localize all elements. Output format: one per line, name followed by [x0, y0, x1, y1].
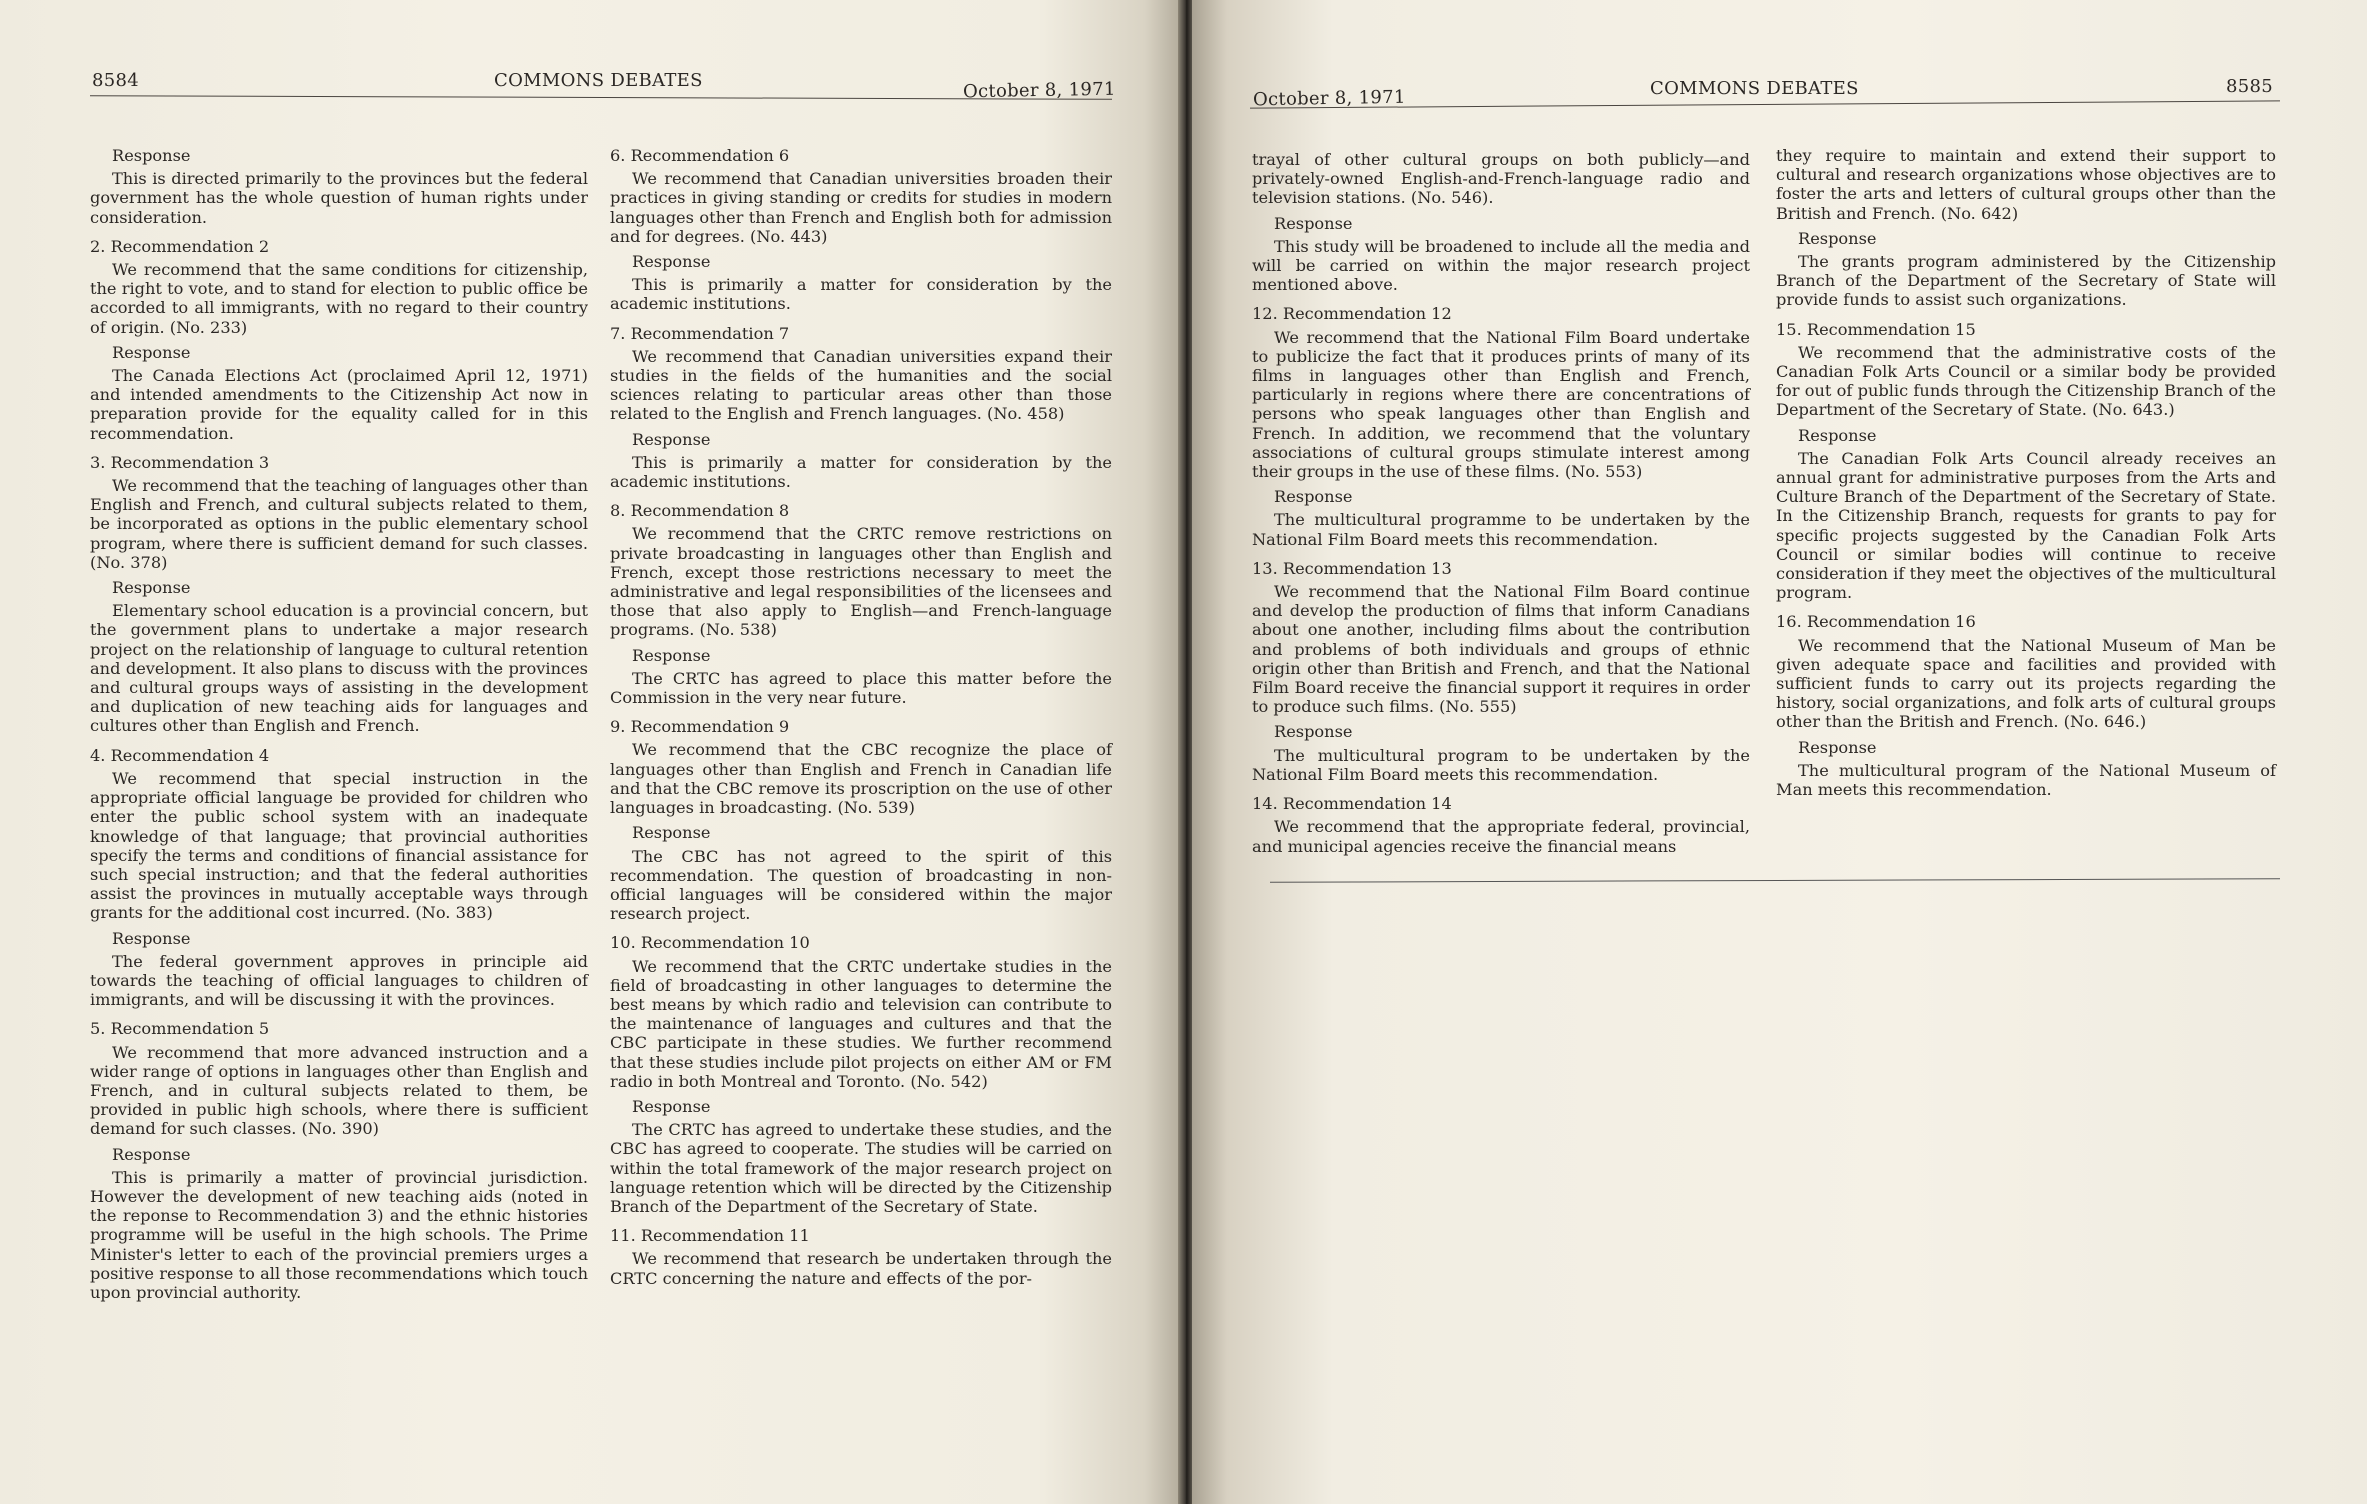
- left-page-number: 8584: [92, 70, 140, 91]
- paragraph: We recommend that the same conditions for citizenship, the right to vote, and to stand for election to public office be accorded to all immigrants, with no regard to their country of origin. (No. 233): [90, 260, 588, 337]
- paragraph: We recommend that Canadian universities broaden their practices in giving standing or credits for studies in modern languages other than French and English both for admission and for degrees. (No. 443): [610, 169, 1112, 246]
- response-label: Response: [632, 252, 711, 272]
- recommendation-heading: 11. Recommendation 11: [610, 1226, 810, 1246]
- left-column-1: [90, 146, 588, 1302]
- response-label: Response: [1798, 737, 1877, 757]
- right-column-1: [1252, 150, 1750, 856]
- paragraph: The Canadian Folk Arts Council already receives an annual grant for administrative purposes from the Arts and Culture Branch of the Department of the Secretary of State. In the Citizenship Branch, requests for grants to pay for specific projects suggested by the Canadian Folk Arts Council or similar bodies will continue to receive consideration if they meet the objectives of the multicultural program.: [1776, 448, 2276, 603]
- response-label: Response: [1274, 213, 1353, 233]
- paragraph: The grants program administered by the Citizenship Branch of the Department of the Secretary of State will provide funds to assist such organizations.: [1776, 252, 2276, 310]
- paragraph: This is primarily a matter for consideration by the academic institutions.: [610, 275, 1112, 314]
- paragraph: The multicultural programme to be undertaken by the National Film Board meets this recommendation.: [1252, 510, 1750, 549]
- right-journal-title: COMMONS DEBATES: [1650, 78, 1859, 99]
- paragraph: The CRTC has agreed to place this matter before the Commission in the very near future.: [610, 668, 1112, 708]
- response-label: Response: [1798, 228, 1877, 248]
- paragraph: We recommend that more advanced instruction and a wider range of options in languages other than English and French, and in cultural subjects related to them, be provided in public high schools, where there is sufficient demand for such classes. (No. 390): [90, 1042, 588, 1139]
- paragraph: This is directed primarily to the provinces but the federal government has the whole question of human rights under consideration.: [90, 169, 588, 227]
- recommendation-heading: 3. Recommendation 3: [90, 452, 270, 472]
- recommendation-heading: 2. Recommendation 2: [90, 236, 270, 256]
- response-label: Response: [1274, 722, 1353, 742]
- paragraph: We recommend that the appropriate federal, provincial, and municipal agencies receive the financial means: [1252, 817, 1750, 856]
- paragraph: We recommend that the CRTC remove restrictions on private broadcasting in languages other than English and French, except those restrictions necessary to meet the administrative and legal responsibilities of the licensees and those that also apply to English—and French-language programs. (No. 538): [610, 524, 1112, 640]
- paragraph: We recommend that research be undertaken through the CRTC concerning the nature and effects of the por-: [610, 1249, 1112, 1288]
- response-label: Response: [632, 823, 711, 843]
- recommendation-heading: 6. Recommendation 6: [610, 146, 790, 165]
- paragraph: The CRTC has agreed to undertake these studies, and the CBC has agreed to cooperate. The studies will be carried on within the total framework of the major research project on language retention which will be directed by the Citizenship Branch of the Department of the Secretary of State.: [610, 1120, 1112, 1216]
- response-label: Response: [112, 146, 191, 165]
- recommendation-heading: 8. Recommendation 8: [610, 501, 790, 521]
- paragraph: We recommend that the National Film Board undertake to publicize the fact that it produces prints of many of its films in languages other than English and French, particularly in regions where there are concentrations of persons who speak languages other than English and French. In addition, we recommend that the voluntary associations of cultural groups stimulate interest among their groups in the use of these films. (No. 553): [1252, 327, 1750, 482]
- right-page: [1192, 0, 2367, 1504]
- paragraph: The multicultural program of the National Museum of Man meets this recommendation.: [1776, 760, 2276, 800]
- left-page: [0, 0, 1180, 1504]
- response-label: Response: [112, 928, 191, 948]
- response-label: Response: [632, 645, 711, 665]
- response-label: Response: [632, 1096, 711, 1116]
- response-label: Response: [632, 429, 711, 449]
- right-column-2: [1776, 146, 2276, 799]
- response-label: Response: [112, 342, 191, 362]
- paragraph: We recommend that the National Film Board continue and develop the production of films that inform Canadians about one another, including films about the contribution and problems of both individuals and groups of ethnic origin other than British and French, and that the National Film Board receive the financial support it requires in order to produce such films. (No. 555): [1252, 582, 1750, 717]
- left-journal-title: COMMONS DEBATES: [494, 70, 703, 91]
- left-date: October 8, 1971: [962, 78, 1116, 103]
- right-page-number: 8585: [2226, 76, 2274, 97]
- paragraph: they require to maintain and extend their support to cultural and research organizations whose objectives are to foster the arts and letters of cultural groups other than the British and French. (No. 642): [1776, 146, 2276, 223]
- paragraph: The Canada Elections Act (proclaimed April 12, 1971) and intended amendments to the Citizenship Act now in preparation provide for the equality called for in this recommendation.: [90, 366, 588, 443]
- paragraph: We recommend that Canadian universities expand their studies in the fields of the humanities and the social sciences relating to particular areas other than those related to the English and French languages. (No. 458): [610, 346, 1112, 424]
- paragraph: We recommend that special instruction in the appropriate official language be provided for children who enter the public school system with an inadequate knowledge of that language; that provincial authorities specify the terms and conditions of financial assistance for such special instruction; and that the federal authorities assist the provinces in mutually acceptable ways through grants for the additional cost incurred. (No. 383): [90, 768, 588, 923]
- paragraph: The federal government approves in principle aid towards the teaching of official languages to children of immigrants, and will be discussing it with the provinces.: [90, 951, 588, 1010]
- paragraph: The multicultural program to be undertaken by the National Film Board meets this recommendation.: [1252, 745, 1750, 784]
- recommendation-heading: 14. Recommendation 14: [1252, 794, 1452, 814]
- recommendation-heading: 4. Recommendation 4: [90, 745, 270, 765]
- paragraph: We recommend that the National Museum of Man be given adequate space and facilities and provided with sufficient funds to carry out its projects regarding the history, social organizations, and folk arts of cultural groups other than the British and French. (No. 646.): [1776, 635, 2276, 732]
- right-date: October 8, 1971: [1252, 86, 1406, 111]
- paragraph: This study will be broadened to include all the media and will be carried on within the major research project mentioned above.: [1252, 236, 1750, 295]
- recommendation-heading: 12. Recommendation 12: [1252, 304, 1452, 324]
- response-label: Response: [112, 1144, 191, 1164]
- response-label: Response: [1798, 425, 1877, 445]
- recommendation-heading: 15. Recommendation 15: [1776, 319, 1976, 339]
- paragraph: Elementary school education is a provincial concern, but the government plans to undertake a major research project on the relationship of language to cultural retention and development. It also plans to discuss with the provinces and cultural groups ways of assisting in the development and duplication of new teaching aids for languages and cultures other than English and French.: [90, 601, 588, 736]
- recommendation-heading: 9. Recommendation 9: [610, 717, 790, 737]
- paragraph: We recommend that the CBC recognize the place of languages other than English and French in Canadian life and that the CBC remove its proscription on the use of other languages in broadcasting. (No. 539): [610, 740, 1112, 818]
- paragraph: This is primarily a matter for consideration by the academic institutions.: [610, 452, 1112, 492]
- paragraph: We recommend that the CRTC undertake studies in the field of broadcasting in other languages to determine the best means by which radio and television can contribute to the maintenance of languages and cultures and that the CBC participate in these studies. We further recommend that these studies include pilot projects on either AM or FM radio in both Montreal and Toronto. (No. 542): [610, 956, 1112, 1091]
- recommendation-heading: 7. Recommendation 7: [610, 323, 790, 343]
- left-column-2: [610, 146, 1112, 1288]
- recommendation-heading: 5. Recommendation 5: [90, 1019, 270, 1039]
- response-label: Response: [112, 578, 191, 598]
- left-header-rule: [90, 95, 1112, 100]
- paragraph: We recommend that the administrative costs of the Canadian Folk Arts Council or a similar body be provided for out of public funds through the Citizenship Branch of the Department of the Secretary of State. (No. 643.): [1776, 342, 2276, 420]
- recommendation-heading: 13. Recommendation 13: [1252, 558, 1452, 578]
- recommendation-heading: 16. Recommendation 16: [1776, 612, 1976, 632]
- paragraph: The CBC has not agreed to the spirit of this recommendation. The question of broadcasting in non-official languages will be considered within the major research project.: [610, 846, 1112, 924]
- paragraph: We recommend that the teaching of languages other than English and French, and cultural subjects related to them, be incorporated as options in the public elementary school program, where there is sufficient demand for such classes. (No. 378): [90, 476, 588, 572]
- right-end-rule: [1270, 878, 2280, 883]
- response-label: Response: [1274, 487, 1353, 507]
- paragraph: trayal of other cultural groups on both publicly—and privately-owned English-and-French-language radio and television stations. (No. 546).: [1252, 150, 1750, 208]
- paragraph: This is primarily a matter of provincial jurisdiction. However the development of new teaching aids (noted in the reponse to Recommendation 3) and the ethnic histories programme will be useful in the high schools. The Prime Minister's letter to each of the provincial premiers urges a positive response to all those recommendations which touch upon provincial authority.: [90, 1167, 588, 1302]
- recommendation-heading: 10. Recommendation 10: [610, 933, 810, 953]
